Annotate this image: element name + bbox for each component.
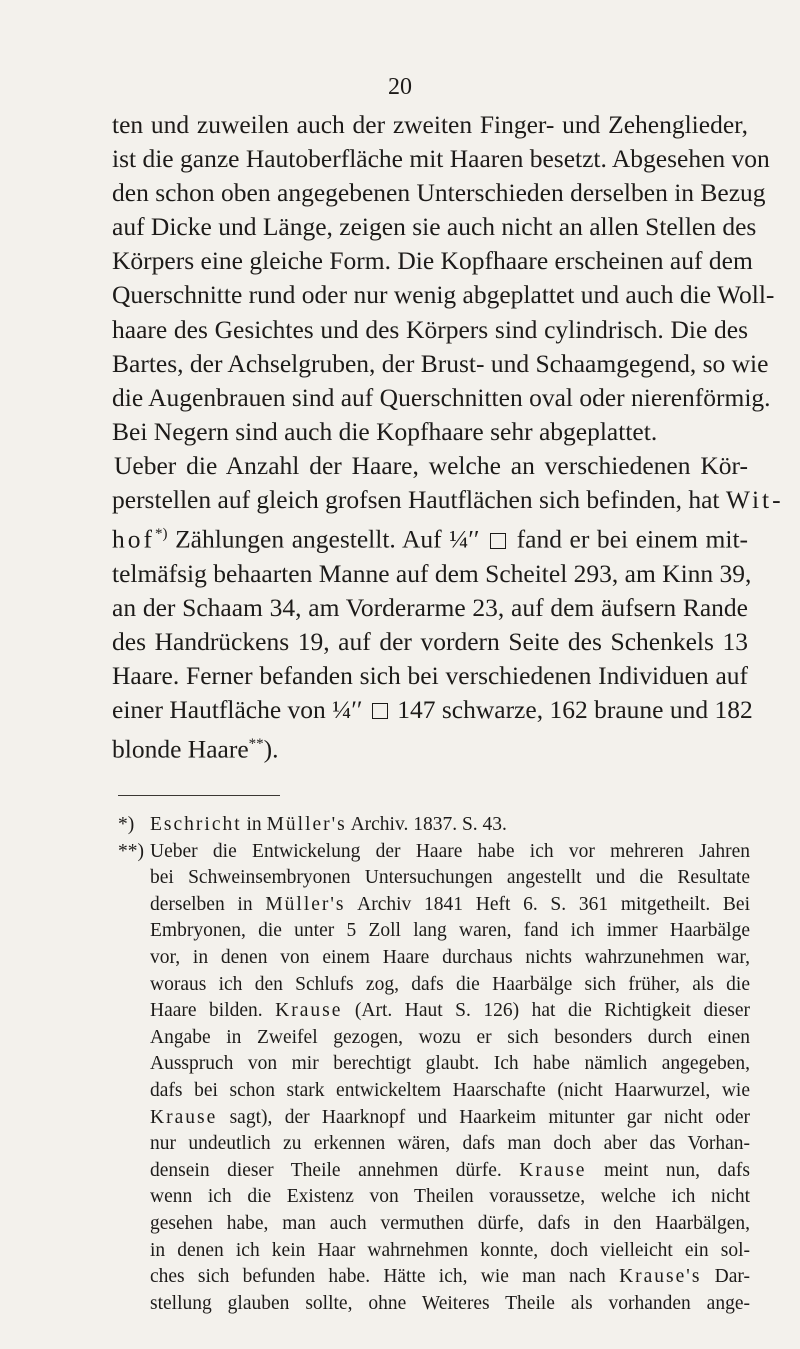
text-line: ten und zuweilen auch der zweiten Finger- und Zehenglieder,: [112, 110, 748, 139]
footnote-marker: **): [118, 840, 144, 862]
text-fragment: Ueber die Anzahl der Haare, welche an verschiedenen Kör-: [114, 450, 748, 480]
footnote-line: stellung glauben sollte, ohne Weiteres Theile als vorhanden ange-: [150, 1292, 750, 1314]
text-line: Haare. Ferner befanden sich bei verschiedenen Individuen auf: [112, 661, 748, 690]
text-line: [112, 483, 784, 517]
text-line: Bartes, der Achselgruben, der Brust- und Schaamgegend, so wie: [112, 348, 769, 378]
text-fragment: 147 schwarze, 162 braune und 182: [397, 695, 753, 725]
text-fragment: blonde Haare: [112, 734, 249, 764]
main-text: [112, 108, 784, 767]
footnote-line: [118, 1264, 750, 1291]
author-name: Krause's: [619, 1266, 702, 1288]
footnote-line: [118, 812, 750, 839]
footnote-line: Angabe in Zweifel gezogen, wozu er sich besonders durch einen: [150, 1026, 750, 1048]
footnote-marker: *): [118, 814, 135, 835]
text-line: die Augenbrauen sind auf Querschnitten oval oder nierenförmig.: [112, 382, 771, 412]
text-fragment: derselben in: [150, 893, 253, 915]
text-line: des Handrückens 19, auf der vordern Seite des Schenkels 13: [112, 626, 748, 656]
square-unit-icon: [490, 533, 506, 549]
footnote-1: [118, 812, 750, 839]
author-name: Wit-: [725, 485, 784, 515]
text-fragment: Zählungen angestellt. Auf: [175, 524, 442, 554]
footnote-line: dafs bei schon stark entwickeltem Haarschafte (nicht Haarwurzel, wie: [150, 1079, 750, 1101]
text-fragment: (Art. Haut S. 126) hat die Richtigkeit dieser: [354, 1000, 750, 1022]
text-fragment: ).: [263, 734, 279, 764]
footnote-line: woraus ich den Schlufs zog, dafs die Haarbälge sich früher, als die: [150, 973, 750, 995]
footnote-line: [118, 1105, 750, 1132]
text-line: haare des Gesichtes und des Körpers sind cylindrisch. Die des: [112, 314, 748, 344]
footnote-line: vor, in denen von einem Haare durchaus nichts wahrzunehmen war,: [150, 946, 750, 968]
text-line: Querschnitte rund oder nur wenig abgeplattet und auch die Woll-: [112, 280, 775, 310]
fraction-symbol: ¼′′: [332, 695, 363, 725]
text-fragment: Dar-: [714, 1266, 751, 1288]
text-line: [112, 449, 748, 483]
footnote-marker: **: [248, 736, 264, 753]
text-line: ist die ganze Hautoberfläche mit Haaren besetzt. Abgesehen von: [112, 144, 770, 174]
footnote-line: Ausspruch von mir berechtigt glaubt. Ich habe nämlich angegeben,: [150, 1053, 750, 1075]
footnote-2: [118, 839, 750, 1318]
text-fragment: in: [246, 814, 262, 835]
text-fragment: sagt), der Haarknopf und Haarkeim mitunter gar nicht oder: [229, 1106, 751, 1128]
text-line: [112, 727, 748, 767]
text-fragment: meint nun, dafs: [603, 1159, 750, 1181]
text-fragment: densein dieser Theile annehmen dürfe.: [150, 1159, 502, 1181]
text-line: auf Dicke und Länge, zeigen sie auch nicht an allen Stellen des: [112, 212, 757, 242]
footnote-line: [118, 839, 750, 866]
text-fragment: ches sich befunden habe. Hätte ich, wie man nach: [150, 1266, 606, 1288]
text-fragment: perstellen auf gleich grofsen Hautflächen sich befinden, hat: [112, 485, 720, 515]
footnote-line: in denen ich kein Haar wahrnehmen konnte, doch vielleicht ein sol-: [150, 1239, 750, 1261]
page-number: 20: [388, 74, 412, 100]
fraction-symbol: ¼′′: [449, 524, 480, 554]
square-unit-icon: [372, 703, 388, 719]
text-line: telmäfsig behaarten Manne auf dem Scheitel 293, am Kinn 39,: [112, 558, 752, 588]
reference-name: Müller's: [266, 814, 347, 835]
footnote-marker: *): [155, 526, 168, 543]
author-name: Krause: [150, 1106, 218, 1128]
text-fragment: Haare bilden.: [150, 1000, 263, 1022]
author-name: hof: [112, 524, 155, 554]
footnotes: [118, 812, 750, 1317]
text-line: [112, 517, 748, 557]
text-line: an der Schaam 34, am Vorderarme 23, auf dem äufsern Rande: [112, 592, 748, 622]
footnote-line: [118, 892, 750, 919]
footnote-line: [118, 998, 750, 1025]
text-line: [112, 693, 753, 727]
text-fragment: Archiv. 1837. S. 43.: [350, 814, 507, 835]
text-line: Körpers eine gleiche Form. Die Kopfhaare erscheinen auf dem: [112, 246, 753, 276]
footnote-line: nur undeutlich zu erkennen wären, dafs man doch aber das Vorhan-: [150, 1133, 750, 1155]
text-fragment: fand er bei einem mit-: [516, 524, 749, 554]
text-fragment: einer Hautfläche von: [112, 695, 326, 725]
footnote-divider: [118, 795, 280, 796]
footnote-line: Embryonen, die unter 5 Zoll lang waren, fand ich immer Haarbälge: [150, 920, 750, 942]
author-name: Krause: [519, 1159, 587, 1181]
footnote-line: gesehen habe, man auch vermuthen dürfe, dafs in den Haarbälgen,: [150, 1212, 750, 1234]
footnote-line: wenn ich die Existenz von Theilen voraussetze, welche ich nicht: [150, 1186, 750, 1208]
text-fragment: Archiv 1841 Heft 6. S. 361 mitgetheilt. Bei: [357, 893, 750, 915]
text-fragment: Ueber die Entwickelung der Haare habe ich vor mehreren Jahren: [150, 840, 750, 862]
footnote-line: [118, 1158, 750, 1185]
text-line: den schon oben angegebenen Unterschieden derselben in Bezug: [112, 178, 766, 208]
text-line: Bei Negern sind auch die Kopfhaare sehr abgeplattet.: [112, 416, 658, 446]
author-name: Eschricht: [150, 814, 242, 835]
author-name: Krause: [275, 1000, 343, 1022]
reference-name: Müller's: [265, 893, 346, 915]
footnote-line: bei Schweinsembryonen Untersuchungen angestellt und die Resultate: [150, 867, 750, 889]
